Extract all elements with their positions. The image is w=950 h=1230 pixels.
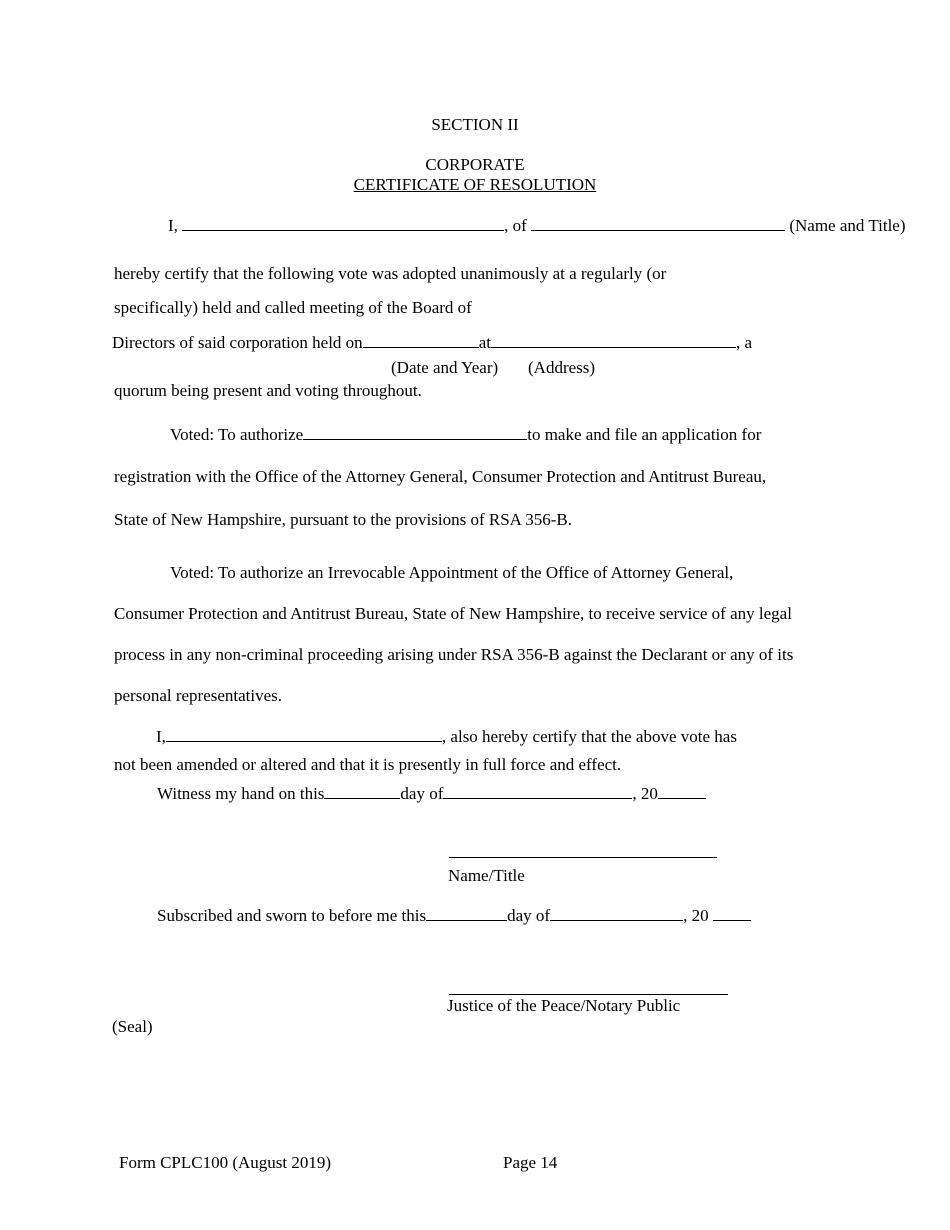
vote2-line-2: Consumer Protection and Antitrust Bureau, State of New Hampshire, to receive service of any legal — [114, 604, 792, 623]
witness-year-blank[interactable] — [658, 798, 706, 799]
certify-line-2: specifically) held and called meeting of the Board of — [114, 298, 472, 317]
witness-line — [157, 785, 706, 802]
authorized-person-blank[interactable] — [303, 439, 527, 440]
sworn-day-of: day of — [507, 906, 551, 925]
footer-page-number: Page 14 — [503, 1153, 558, 1172]
meeting-date-blank[interactable] — [363, 347, 479, 348]
witness-day-blank[interactable] — [324, 798, 400, 799]
witness-month-blank[interactable] — [443, 798, 632, 799]
certify-i-label: I, — [168, 216, 178, 235]
document-subheading — [0, 176, 950, 193]
sworn-day-blank[interactable] — [426, 920, 507, 921]
affirm-line-1 — [156, 728, 737, 745]
footer-form-id: Form CPLC100 (August 2019) — [119, 1153, 332, 1172]
sworn-year-label: , 20 — [683, 906, 709, 925]
seal-label: (Seal) — [112, 1017, 153, 1036]
section-title: SECTION II — [431, 115, 519, 134]
meeting-address-blank[interactable] — [491, 347, 736, 348]
vote1-end: to make and file an application for — [527, 425, 762, 444]
sworn-line — [157, 907, 751, 924]
notary-signature-line[interactable] — [449, 994, 728, 995]
witness-start: Witness my hand on this — [157, 784, 325, 803]
sworn-start: Subscribed and sworn to before me this — [157, 906, 427, 925]
sworn-year-blank[interactable] — [713, 920, 751, 921]
notary-caption: Justice of the Peace/Notary Public — [447, 996, 681, 1015]
meeting-held-label: Directors of said corporation held on — [112, 333, 363, 352]
certify-line-3 — [112, 334, 752, 351]
vote2-line-4: personal representatives. — [114, 686, 283, 705]
vote1-line-1 — [170, 426, 761, 443]
address-caption: (Address) — [528, 358, 596, 377]
subheading-text: CERTIFICATE OF RESOLUTION — [353, 175, 597, 194]
vote1-line-3: State of New Hampshire, pursuant to the provisions of RSA 356-B. — [114, 510, 573, 529]
vote2-line-1: Voted: To authorize an Irrevocable Appointment of the Office of Attorney General, — [170, 563, 734, 582]
name-title-note: (Name and Title) — [789, 216, 906, 235]
affirm-i-label: I, — [156, 727, 166, 746]
name-title-signature-line[interactable] — [449, 857, 717, 858]
affirm-rest: , also hereby certify that the above vote has — [441, 727, 737, 746]
sworn-month-blank[interactable] — [550, 920, 683, 921]
document-heading: CORPORATE — [425, 155, 525, 174]
witness-day-of: day of — [400, 784, 444, 803]
certifier-name-blank[interactable] — [182, 230, 504, 231]
vote1-line-2: registration with the Office of the Attorney General, Consumer Protection and Antitrust Bureau, — [114, 467, 767, 486]
certify-line-3-end: , a — [735, 333, 753, 352]
meeting-at-label: at — [478, 333, 491, 352]
witness-year-label: , 20 — [632, 784, 658, 803]
certify-line-1: hereby certify that the following vote was adopted unanimously at a regularly (or — [114, 264, 667, 283]
vote2-line-3: process in any non-criminal proceeding arising under RSA 356-B against the Declarant or any of its — [114, 645, 794, 664]
corporation-blank[interactable] — [531, 230, 785, 231]
certify-name-line — [168, 217, 906, 234]
certify-of-label: , of — [504, 216, 527, 235]
date-caption: (Date and Year) — [391, 358, 499, 377]
name-title-caption: Name/Title — [448, 866, 525, 885]
affirm-line-2: not been amended or altered and that it is presently in full force and effect. — [114, 755, 622, 774]
vote1-start: Voted: To authorize — [170, 425, 304, 444]
affirm-name-blank[interactable] — [166, 741, 442, 742]
certify-line-4: quorum being present and voting throughout. — [114, 381, 422, 400]
